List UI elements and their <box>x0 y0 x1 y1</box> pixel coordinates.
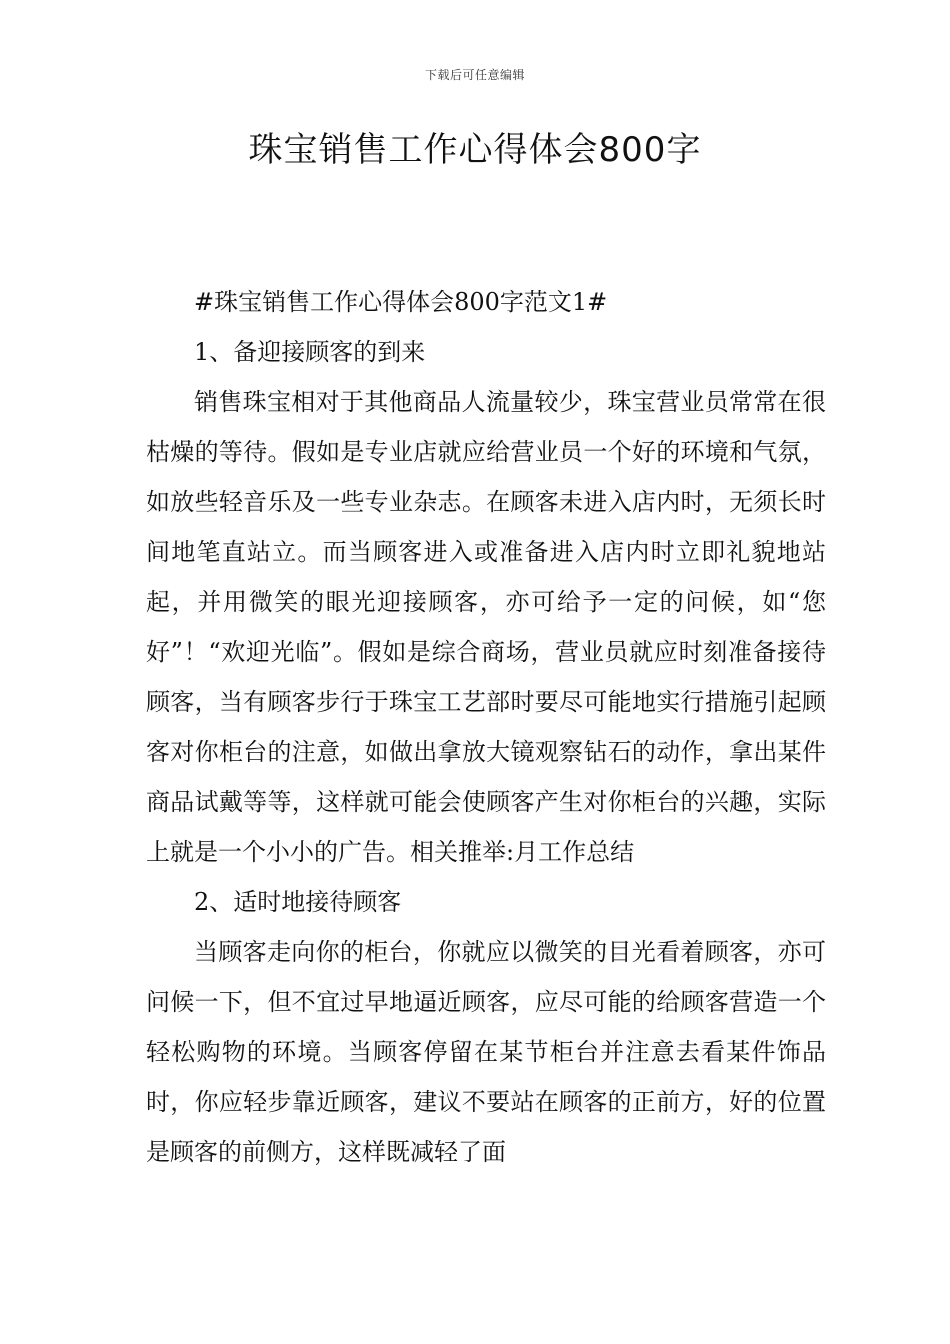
header-note: 下载后可任意编辑 <box>424 68 525 82</box>
paragraph-subheading-1: 1、备迎接顾客的到来 <box>194 338 426 366</box>
paragraph-body-1: 销售珠宝相对于其他商品人流量较少，珠宝营业员常常在很枯燥的等待。假如是专业店就应给营业员一个好的环境和气氛，如放些轻音乐及一些专业杂志。在顾客未进入店内时，无须长时间地笔直站立。而当顾客进入或准备进入店内时立即礼貌地站起，并用微笑的眼光迎接顾客，亦可给予一定的问候，如“您好”！“欢迎光临”。假如是综合商场，营业员就应时刻准备接待顾客，当有顾客步行于珠宝工艺部时要尽可能地实行措施引起顾客对你柜台的注意，如做出拿放大镜观察钻石的动作，拿出某件商品试戴等等，这样就可能会使顾客产生对你柜台的兴趣，实际上就是一个小小的广告。相关推举:月工作总结 <box>146 388 826 866</box>
paragraph-section-heading: #珠宝销售工作心得体会800字范文1# <box>194 288 608 316</box>
document-title: 珠宝销售工作心得体会800字 <box>248 130 702 170</box>
document-body <box>146 277 826 1177</box>
paragraph-body-2: 当顾客走向你的柜台，你就应以微笑的目光看着顾客，亦可问候一下，但不宜过早地逼近顾客，应尽可能的给顾客营造一个轻松购物的环境。当顾客停留在某节柜台并注意去看某件饰品时，你应轻步靠近顾客，建议不要站在顾客的正前方，好的位置是顾客的前侧方，这样既减轻了面 <box>146 938 826 1166</box>
paragraph-subheading-2: 2、适时地接待顾客 <box>194 888 402 916</box>
